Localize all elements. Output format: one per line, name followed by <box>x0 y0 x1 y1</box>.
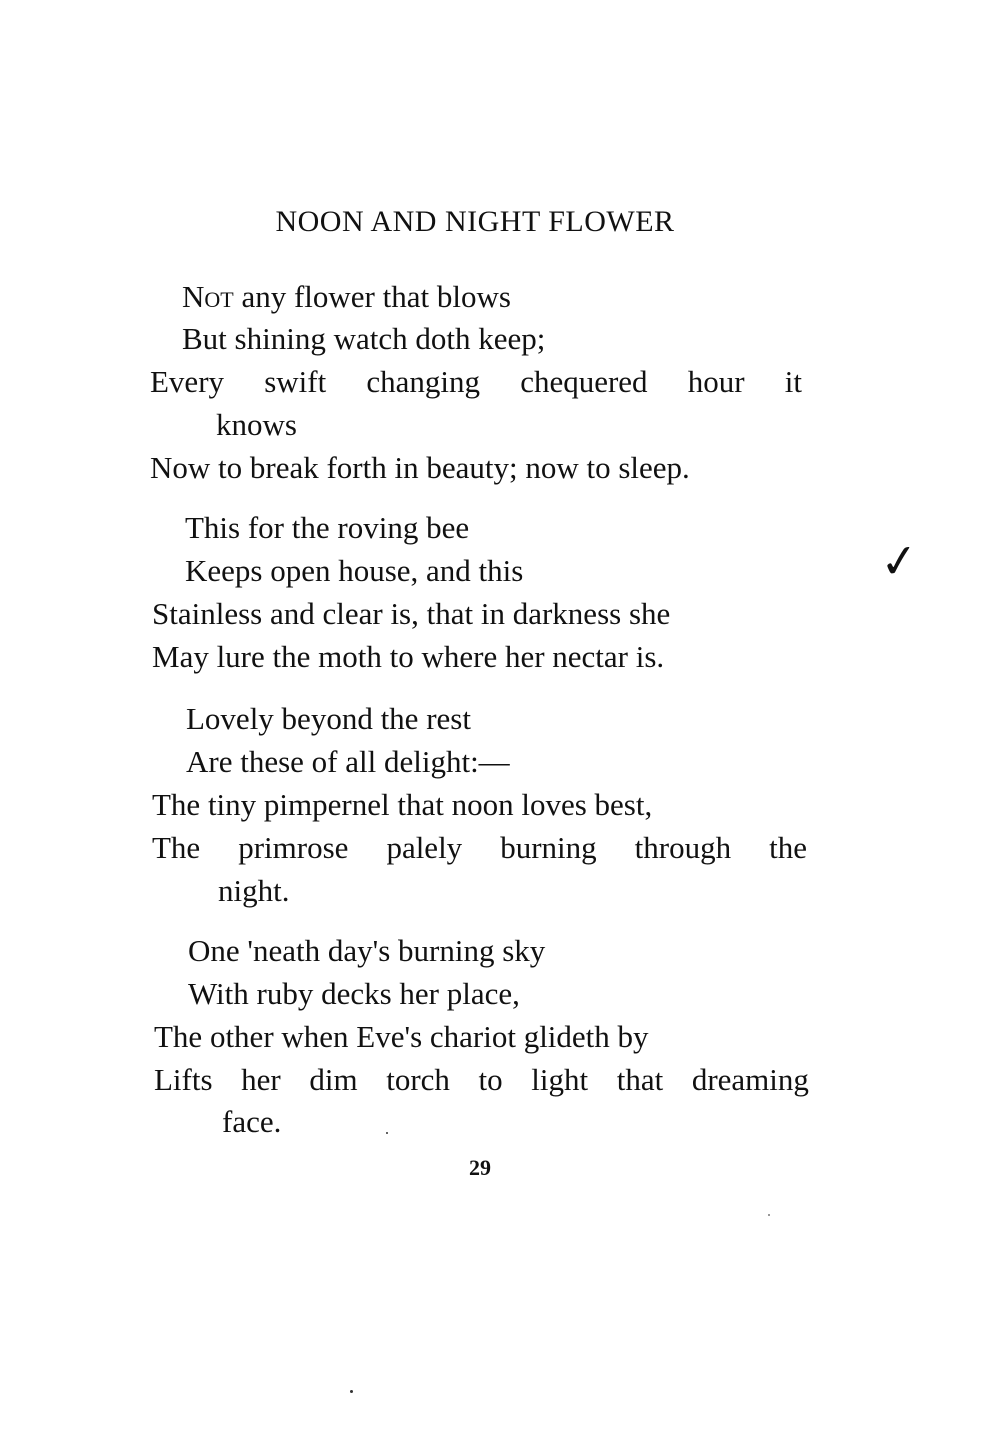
word: the <box>769 830 807 865</box>
stanza-1-line-3 <box>150 364 802 400</box>
word: burning <box>500 830 597 865</box>
stanza-2-line-2: Keeps open house, and this <box>185 553 524 588</box>
page-number: 29 <box>469 1155 491 1180</box>
stanza-1-line-4: Now to break forth in beauty; now to sleep. <box>150 450 690 485</box>
stanza-1-line-3-continued: knows <box>216 407 297 442</box>
stanza-3-line-1: Lovely beyond the rest <box>186 701 471 736</box>
word: Lifts <box>154 1062 213 1097</box>
word: her <box>241 1062 281 1097</box>
stanza-2-line-3: Stainless and clear is, that in darkness she <box>152 596 671 631</box>
word: Every <box>150 364 225 399</box>
word: torch <box>386 1062 450 1097</box>
word: light <box>531 1062 589 1097</box>
stanza-3-line-3: The tiny pimpernel that noon loves best, <box>152 787 653 822</box>
word: dreaming <box>691 1062 809 1097</box>
word: hour <box>687 364 745 399</box>
stanza-4-line-3: The other when Eve's chariot glideth by <box>154 1019 649 1054</box>
word: dim <box>309 1062 358 1097</box>
stanza-3-line-4 <box>152 830 807 866</box>
line-rest: any flower that blows <box>233 279 511 314</box>
stanza-2-line-1: This for the roving bee <box>185 510 470 545</box>
word: through <box>634 830 732 865</box>
word: palely <box>386 830 463 865</box>
word: swift <box>264 364 327 399</box>
word: changing <box>366 364 481 399</box>
stanza-3-line-4-continued: night. <box>218 873 290 908</box>
word: it <box>784 364 802 399</box>
word: chequered <box>520 364 648 399</box>
word: The <box>152 830 201 865</box>
word: primrose <box>238 830 349 865</box>
word: to <box>478 1062 503 1097</box>
poem-title: NOON AND NIGHT FLOWER <box>275 205 675 238</box>
stanza-3-line-2: Are these of all delight:— <box>186 744 510 779</box>
scan-speck <box>386 1132 388 1134</box>
stanza-1-line-2: But shining watch doth keep; <box>182 321 546 356</box>
stanza-4-line-4-continued: face. <box>222 1104 282 1139</box>
checkmark-icon: ✓ <box>877 532 922 590</box>
stanza-4-line-1: One 'neath day's burning sky <box>188 933 546 968</box>
drop-word: Not <box>182 279 234 314</box>
stanza-4-line-4 <box>154 1062 809 1098</box>
scan-speck <box>768 1214 770 1216</box>
stanza-2-line-4: May lure the moth to where her nectar is. <box>152 639 665 674</box>
word: that <box>616 1062 664 1097</box>
stanza-4-line-2: With ruby decks her place, <box>188 976 520 1011</box>
stanza-1-line-1 <box>182 279 511 315</box>
scan-speck <box>350 1390 353 1393</box>
